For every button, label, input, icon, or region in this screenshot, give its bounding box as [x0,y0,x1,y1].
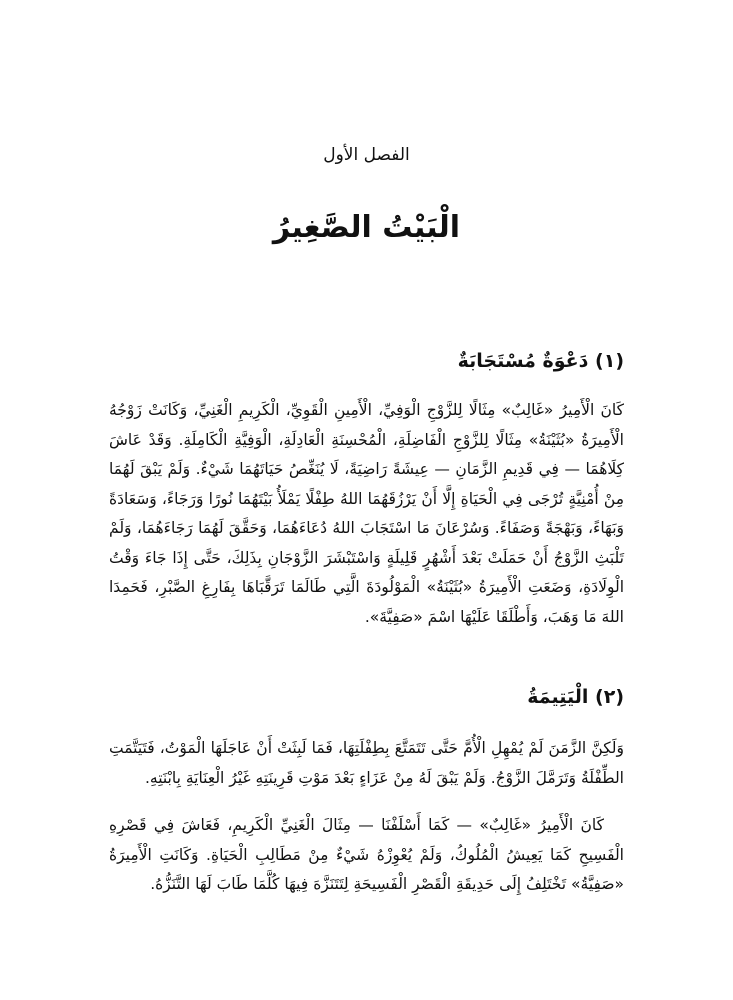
section-2-paragraph-2: كَانَ الْأَمِيرُ «غَالِبٌ» — كَمَا أَسْلَفْنَا — مِثَالَ الْغَنِيِّ الْكَرِيمِ، فَعَاشَ فِي قَصْرِهِ الْفَسِيحِ كَمَا يَعِيشُ الْمُلُوكُ، وَلَمْ يُعْوِزْهُ شَيْءٌ مِنْ مَطَالِبِ الْحَيَاةِ. وَكَانَتِ الْأَمِيرَةُ «صَفِيَّةُ» تَخْتَلِفُ إِلَى حَدِيقَةِ الْقَصْرِ الْفَسِيحَةِ لِتَتَنَزَّهَ فِيهَا كُلَّمَا طَابَ لَهَا التَّنَزُّهُ. [109,816,624,893]
chapter-label: الفصل الأول [323,145,410,165]
section-heading-1: (١) دَعْوَةٌ مُسْتَجَابَةٌ [457,350,624,372]
section-heading-2: (٢) الْيَتِيمَةُ [527,686,624,708]
section-1-paragraph: كَانَ الْأَمِيرُ «غَالِبٌ» مِثَالًا لِلزَّوْجِ الْوَفِيِّ، الْأَمِينِ الْقَوِيِّ، الْكَرِيمِ الْغَنِيِّ، وَكَانَتْ زَوْجُهُ الْأَمِيرَةُ «بُثَيْنَةُ» مِثَالًا لِلزَّوْجِ الْفَاضِلَةِ، الْمُحْسِنَةِ الْعَادِلَةِ، الْوَفِيَّةِ الْكَامِلَةِ. وَقَدْ عَاشَ كِلَاهُمَا — فِي قَدِيمِ الزَّمَانِ — عِيشَةً رَاضِيَةً، لَا يُنَغِّصُ حَيَاتَهُمَا شَيْءٌ. وَلَمْ يَبْقَ لَهُمَا مِنْ أُمْنِيَّةٍ تُرْجَى فِي الْحَيَاةِ إِلَّا أَنْ يَرْزُقَهُمَا اللهُ طِفْلًا يَمْلَأُ بَيْتَهُمَا نُورًا وَرَجَاءً، وَسَعَادَةً وَبَهَاءً، وَبَهْجَةً وَصَفَاءً. وَسُرْعَانَ مَا اسْتَجَابَ اللهُ دُعَاءَهُمَا، وَحَقَّقَ لَهُمَا رَجَاءَهُمَا، وَلَمْ تَلْبَثِ الزَّوْجُ أَنْ حَمَلَتْ بَعْدَ أَشْهُرٍ قَلِيلَةٍ وَاسْتَبْشَرَ الزَّوْجَانِ بِذَلِكَ، حَتَّى إِذَا جَاءَ وَقْتُ الْوِلَادَةِ، وَضَعَتِ الْأَمِيرَةُ «بُثَيْنَةُ» الْمَوْلُودَةَ الَّتِي طَالَمَا تَرَقَّبَاهَا بِفَارِغِ الصَّبْرِ، فَحَمِدَا اللهَ مَا وَهَبَ، وَأَطْلَقَا عَلَيْهَا اسْمَ «صَفِيَّةَ». [109,401,624,626]
page-title: الْبَيْتُ الصَّغِيرُ [272,210,461,245]
section-2-paragraph-1: وَلَكِنَّ الزَّمَنَ لَمْ يُمْهِلِ الْأُمَّ حَتَّى تَتَمَتَّعَ بِطِفْلَتِهَا، فَمَا لَبِثَتْ أَنْ عَاجَلَهَا الْمَوْتُ، فَتَيَتَّمَتِ الطِّفْلَةُ وَتَرَمَّلَ الزَّوْجُ. وَلَمْ يَبْقَ لَهُ مِنْ عَزَاءٍ بَعْدَ مَوْتِ قَرِينَتِهِ غَيْرُ الْعِنَايَةِ بِابْنَتِهِ. [109,739,624,787]
